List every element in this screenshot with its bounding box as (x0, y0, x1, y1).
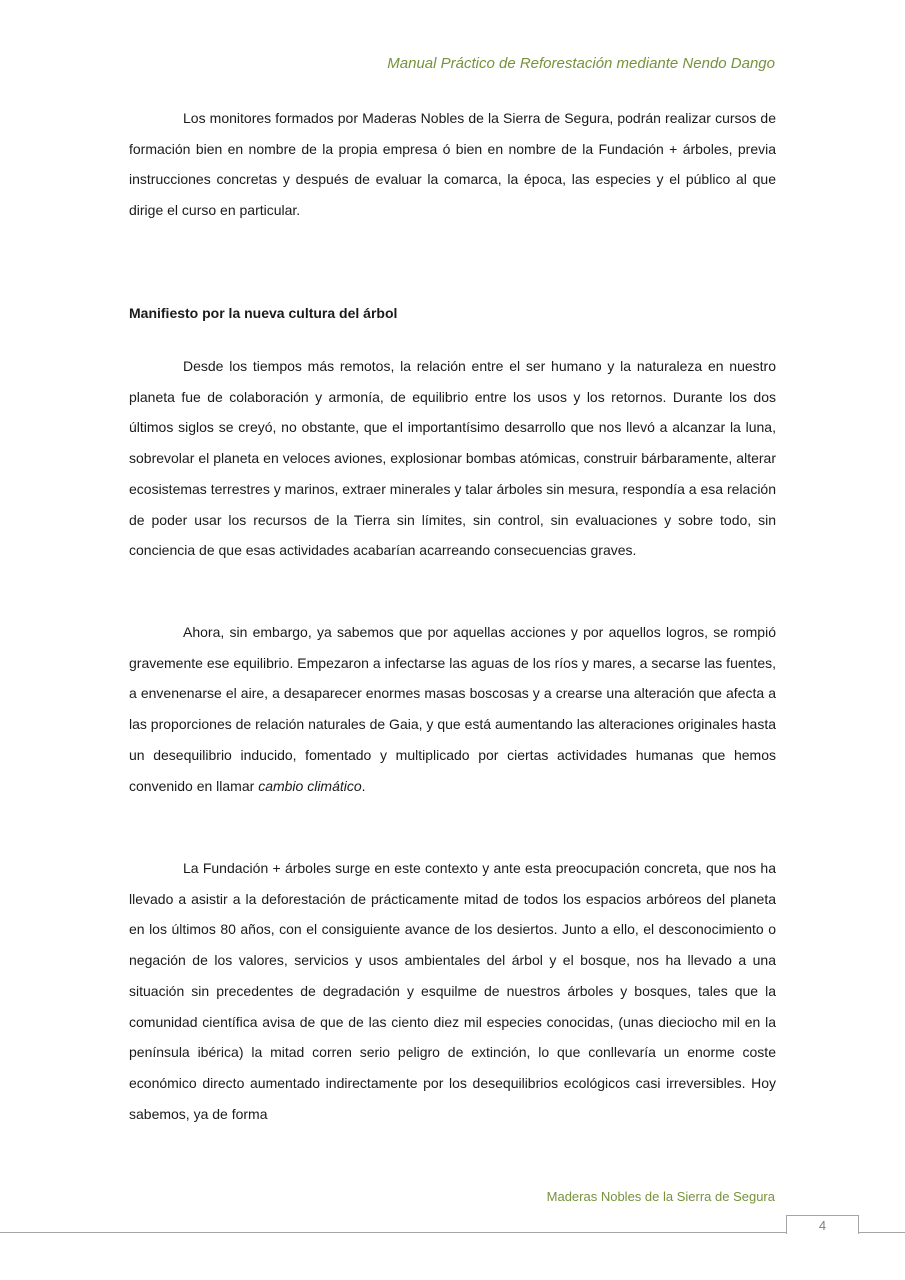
page-number: 4 (786, 1215, 859, 1234)
paragraph-3-italic-term: cambio climático (258, 777, 362, 794)
paragraph-3-end: . (361, 777, 366, 794)
section-heading: Manifiesto por la nueva cultura del árbol (129, 305, 398, 321)
body-paragraph-2: Desde los tiempos más remotos, la relación entre el ser humano y la naturaleza en nuestro planeta fue de colaboración y armonía, de equilibrio entre los usos y los retornos. Durante los dos últimos siglos se creyó, no obstante, que el importantísimo desarrollo que nos llevó a alcanzar la luna, sobrevolar el planeta en veloces aviones, explosionar bombas atómicas, construir bárbaramente, alterar ecosistemas terrestres y marinos, extraer minerales y talar árboles sin mesura, respondía a esa relación de poder usar los recursos de la Tierra sin límites, sin control, sin evaluaciones y sobre todo, sin conciencia de que esas actividades acabarían acarreando consecuencias graves. (129, 358, 776, 559)
body-paragraph-1: Los monitores formados por Maderas Nobles de la Sierra de Segura, podrán realizar cursos de formación bien en nombre de la propia empresa ó bien en nombre de la Fundación + árboles, previa instrucciones concretas y después de evaluar la comarca, la época, las especies y el público al que dirige el curso en particular. (129, 110, 776, 219)
footer-company-name: Maderas Nobles de la Sierra de Segura (546, 1189, 775, 1204)
footer-divider (0, 1232, 905, 1233)
running-header-title: Manual Práctico de Reforestación mediante Nendo Dango (387, 55, 775, 72)
paragraph-3-text: Ahora, sin embargo, ya sabemos que por aquellas acciones y por aquellos logros, se rompió gravemente ese equilibrio. Empezaron a infectarse las aguas de los ríos y mares, a secarse las fuentes, a envenenarse el aire, a desaparecer enormes masas boscosas y a crearse una alteración que afecta a las proporciones de relación naturales de Gaia, y que está aumentando las alteraciones originales hasta un desequilibrio inducido, fomentado y multiplicado por ciertas actividades humanas que hemos convenido en llamar (129, 624, 776, 794)
body-paragraph-3 (129, 617, 776, 801)
body-paragraph-4: La Fundación + árboles surge en este contexto y ante esta preocupación concreta, que nos ha llevado a asistir a la deforestación de prácticamente mitad de todos los espacios arbóreos del planeta en los últimos 80 años, con el consiguiente avance de los desiertos. Junto a ello, el desconocimiento o negación de los valores, servicios y usos ambientales del árbol y el bosque, nos ha llevado a una situación sin precedentes de degradación y esquilme de nuestros árboles y bosques, tales que la comunidad científica avisa de que de las ciento diez mil especies conocidas, (unas dieciocho mil en la península ibérica) la mitad corren serio peligro de extinción, lo que conllevaría un enorme coste económico directo aumentado indirectamente por los desequilibrios ecológicos casi irreversibles. Hoy sabemos, ya de forma (129, 860, 776, 1122)
